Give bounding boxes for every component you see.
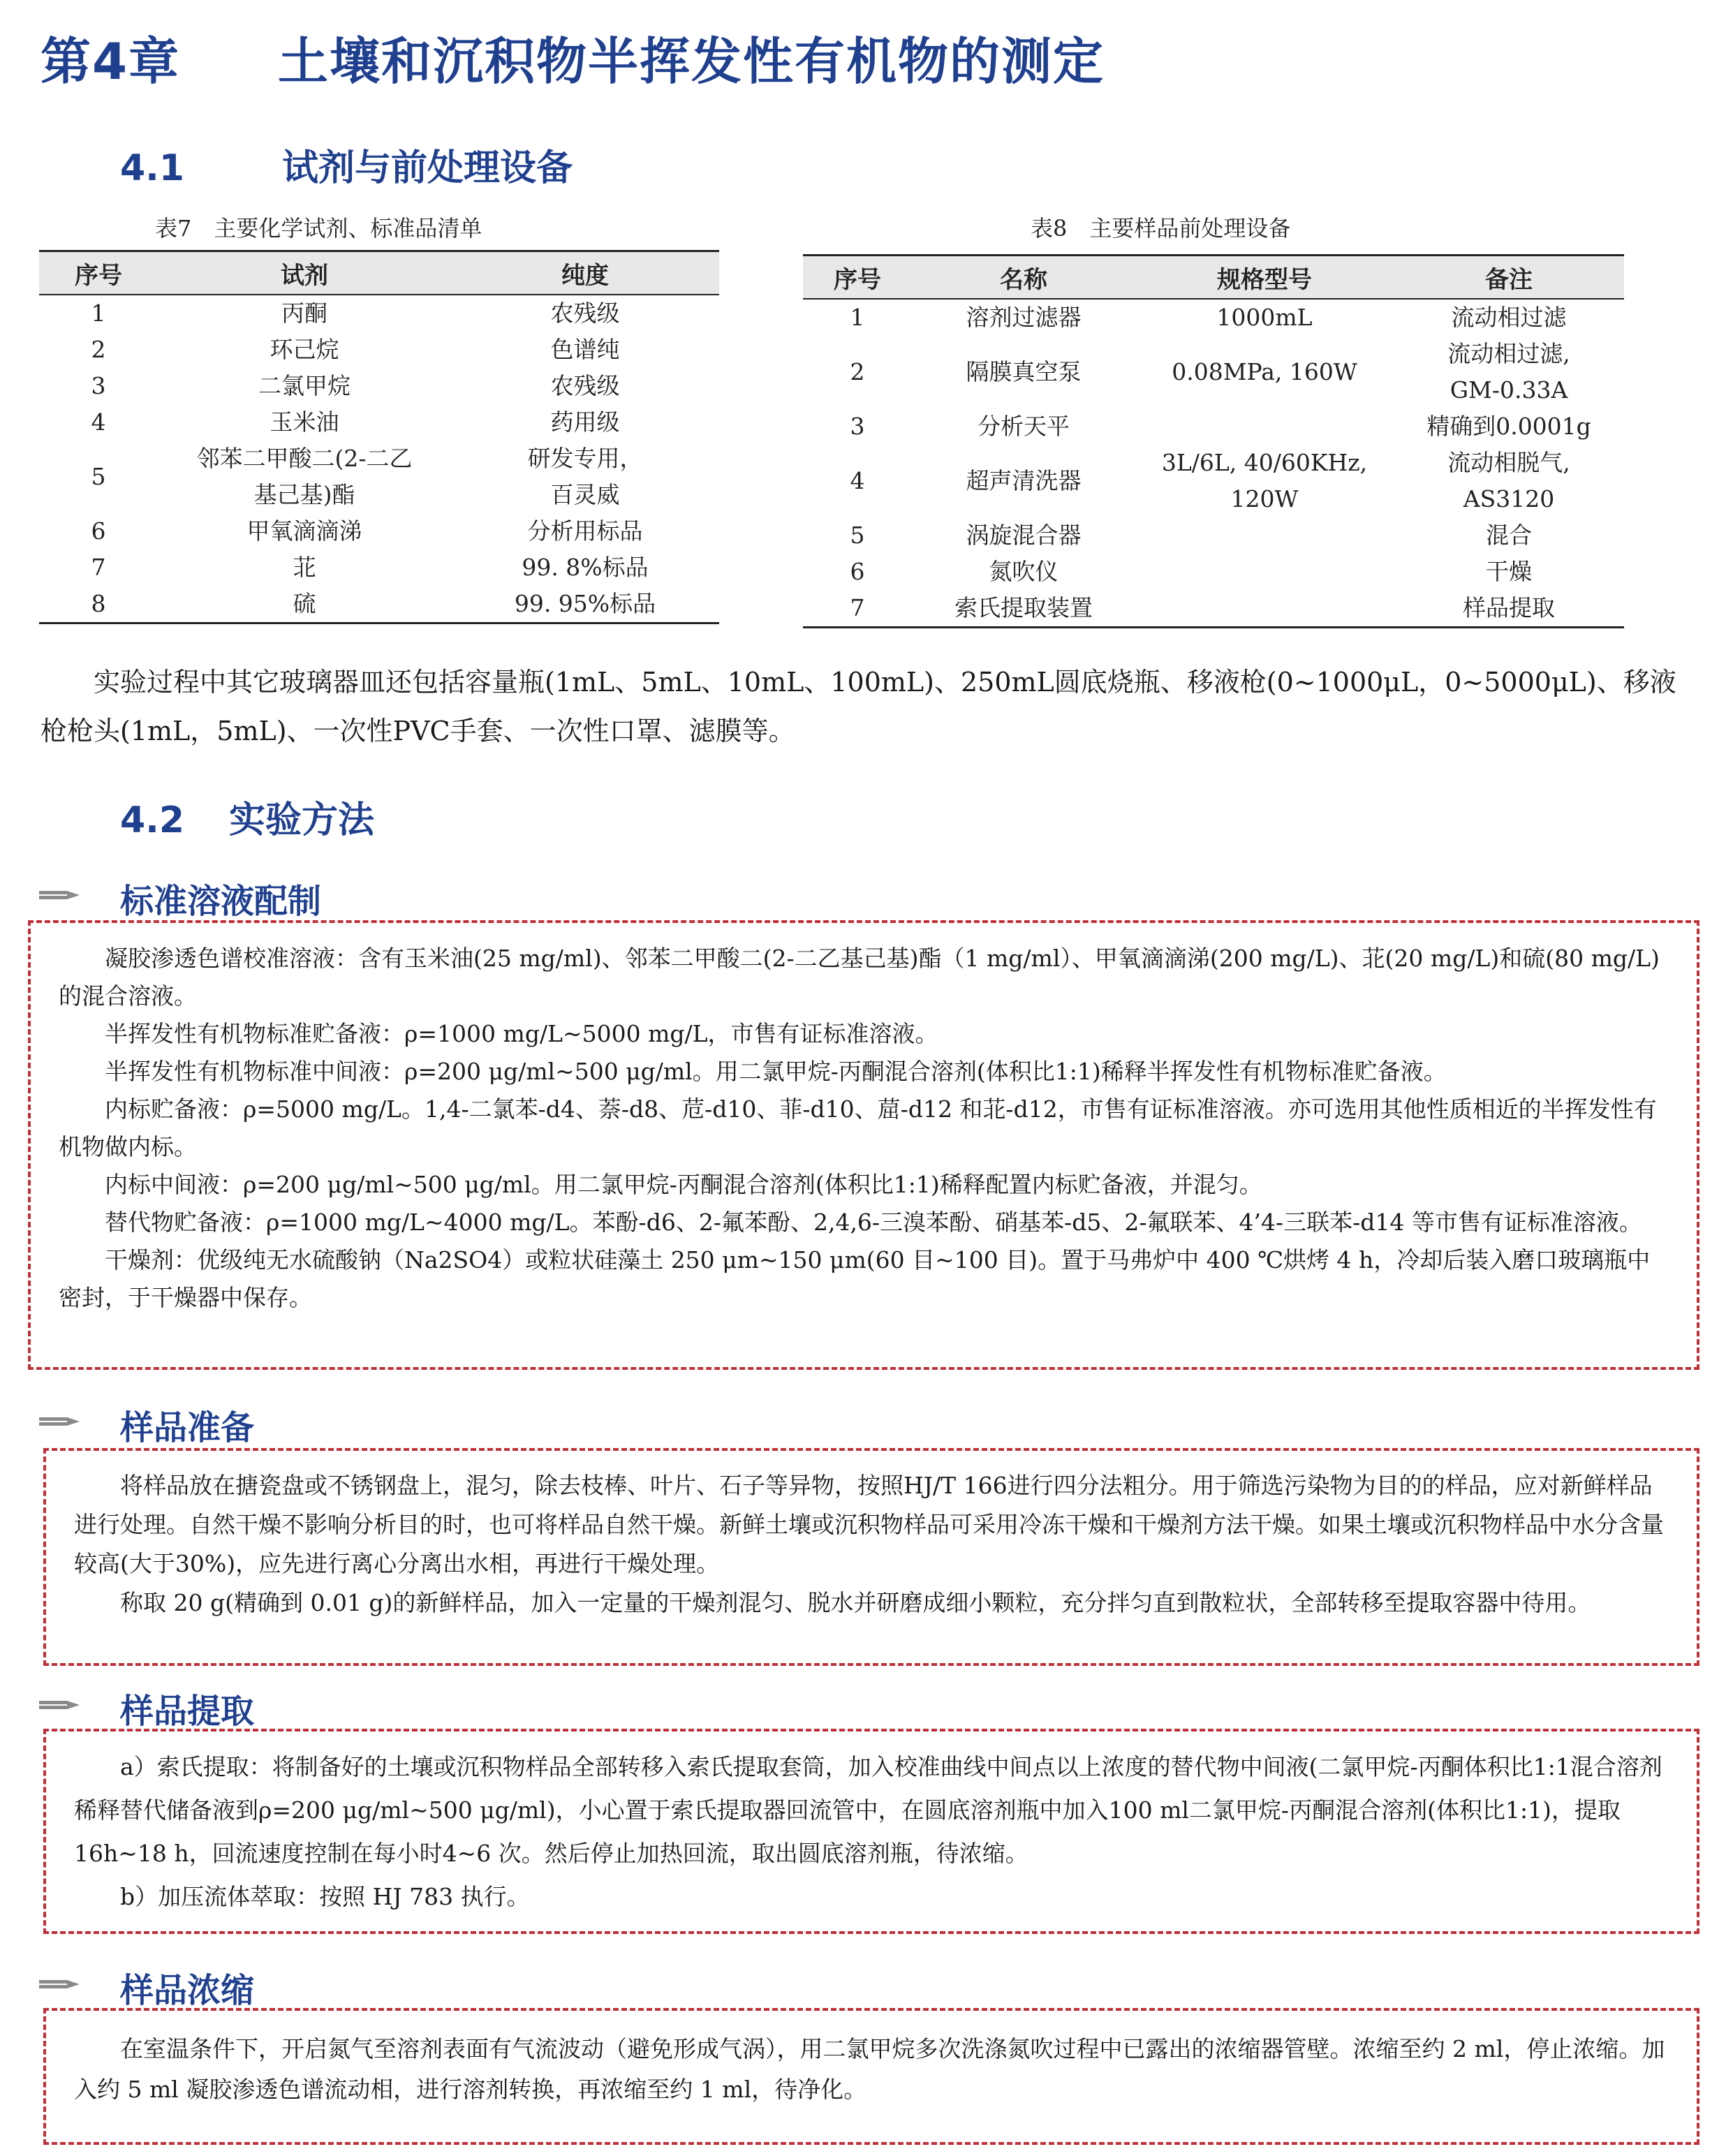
table-row (803, 445, 1624, 517)
subsection-heading: 样品准备 (120, 1408, 255, 1447)
paragraph: 内标贮备液：ρ=5000 mg/L。1,4-二氯苯-d4、萘-d8、苊-d10、菲-d10、䓛-d12 和苝-d12，市售有证标准溶液。亦可选用其他性质相近的半挥发性有机物做内标。 (59, 1095, 1657, 1160)
section-title: 实验方法 (229, 799, 375, 841)
table-cell: 硫 (158, 586, 451, 623)
column-header: 序号 (39, 251, 158, 295)
table8-caption: 表8 主要样品前处理设备 (1031, 215, 1291, 242)
table-row (39, 295, 719, 332)
section-number: 4.1 (120, 147, 185, 189)
chapter-title: 土壤和沉积物半挥发性有机物的测定 (278, 32, 1105, 91)
paragraph: b）加压流体萃取：按照 HJ 783 执行。 (120, 1883, 530, 1910)
table-cell: 玉米油 (270, 408, 339, 436)
table-cell: 99. 8%标品 (522, 554, 649, 581)
table-cell (1135, 554, 1394, 590)
table-cell: 1 (850, 304, 865, 331)
paragraph: 内标中间液：ρ=200 μg/ml~500 μg/ml。用二氯甲烷-丙酮混合溶剂(体积比1:1)稀释配置内标贮备液，并混匀。 (105, 1171, 1262, 1198)
table-row (39, 513, 719, 549)
paragraph: 在室温条件下，开启氮气至溶剂表面有气流波动（避免形成气涡），用二氯甲烷多次洗涤氮吹过程中已露出的浓缩器管壁。浓缩至约 2 ml，停止浓缩。加入约 5 ml 凝胶渗透色谱流动相，进行溶剂转换，再浓缩至约 1 ml，待净化。 (74, 2035, 1665, 2103)
subsection-heading: 样品提取 (120, 1692, 255, 1731)
table-row (803, 408, 1624, 445)
chapter-number: 第4章 (40, 32, 181, 91)
table-cell (1135, 590, 1394, 628)
table-cell: 甲氧滴滴涕 (246, 517, 362, 545)
table-cell (1135, 408, 1394, 445)
arrow-bullet-icon (39, 1415, 80, 1428)
table-cell: 丙酮 (281, 300, 327, 327)
table-cell: 5 (91, 463, 106, 490)
table-row (39, 332, 719, 368)
table-cell: 氮吹仪 (989, 558, 1059, 585)
table-row (39, 586, 719, 623)
table-row (803, 554, 1624, 590)
column-header: 试剂 (158, 251, 451, 295)
paragraph: 半挥发性有机物标准贮备液：ρ=1000 mg/L~5000 mg/L，市售有证标准溶液。 (105, 1020, 938, 1047)
table-cell: 1 (91, 300, 106, 327)
reagent-table (39, 250, 719, 624)
table-row (803, 517, 1624, 554)
table-cell: 2 (91, 336, 106, 363)
table-row (39, 404, 719, 441)
extract-box (43, 1729, 1699, 1934)
table-cell: 2 (850, 358, 865, 385)
table-cell: 7 (91, 554, 106, 581)
table-cell: 4 (850, 467, 865, 494)
table-cell: 99. 95%标品 (451, 586, 719, 623)
standards-box (28, 920, 1699, 1370)
table-row (803, 299, 1624, 336)
table-cell (1135, 517, 1394, 554)
prep-box (43, 1448, 1699, 1666)
table-cell: 0.08MPa, 160W (1172, 358, 1357, 385)
table-cell: 超声清洗器 (966, 467, 1082, 494)
table-cell: 农残级 (550, 300, 620, 327)
table-row (39, 441, 719, 513)
subsection-heading: 标准溶液配制 (120, 882, 322, 921)
table-cell: 3 (91, 372, 106, 399)
paragraph: 将样品放在搪瓷盘或不锈钢盘上，混匀，除去枝棒、叶片、石子等异物，按照HJ/T 166进行四分法粗分。用于筛选污染物为目的的样品，应对新鲜样品进行处理。自然干燥不影响分析目的时，也可将样品自然干燥。新鲜土壤或沉积物样品可采用冷冻干燥和干燥剂方法干燥。如果土壤或沉积物样品中水分含量较高(大于30%)，应先进行离心分离出水相，再进行干燥处理。 (74, 1472, 1664, 1577)
column-header: 备注 (1394, 256, 1624, 300)
table-cell: 6 (91, 517, 106, 545)
paragraph: 替代物贮备液：ρ=1000 mg/L~4000 mg/L。苯酚-d6、2-氟苯酚、2,4,6-三溴苯酚、硝基苯-d5、2-氟联苯、4’4-三联苯-d14 等市售有证标准溶液。 (105, 1209, 1642, 1236)
table-cell: 1000mL (1216, 304, 1313, 331)
subsection-heading: 样品浓缩 (120, 1971, 255, 2010)
table-cell: 流动相过滤 (1451, 304, 1567, 331)
table-cell: 分析天平 (978, 413, 1070, 440)
paragraph: 半挥发性有机物标准中间液：ρ=200 μg/ml~500 μg/ml。用二氯甲烷-丙酮混合溶剂(体积比1:1)稀释半挥发性有机物标准贮备液。 (105, 1058, 1447, 1085)
table-cell: 研发专用， 百灵威 (527, 445, 643, 508)
table-cell: 7 (803, 590, 912, 628)
column-header: 规格型号 (1135, 256, 1394, 300)
table-cell: 环己烷 (270, 336, 339, 363)
equipment-table (803, 254, 1624, 628)
table-row (39, 368, 719, 404)
paragraph: 凝胶渗透色谱校准溶液：含有玉米油(25 mg/ml)、邻苯二甲酸二(2-二乙基己基)酯（1 mg/ml）、甲氧滴滴涕(200 mg/L)、苝(20 mg/L)和硫(80 mg/L)的混合溶液。 (59, 945, 1660, 1010)
table7-caption: 表7 主要化学试剂、标准品清单 (155, 215, 482, 242)
table-cell: 溶剂过滤器 (966, 304, 1082, 331)
glassware-note: 实验过程中其它玻璃器皿还包括容量瓶(1mL、5mL、10mL、100mL)、250mL圆底烧瓶、移液枪(0~1000μL，0~5000μL)、移液枪枪头(1mL，5mL)、一次性PVC手套、一次性口罩、滤膜等。 (40, 667, 1676, 746)
section-number: 4.2 (120, 799, 185, 841)
table-row (803, 336, 1624, 408)
table-cell: 3 (850, 413, 865, 440)
table-cell: 药用级 (550, 408, 620, 436)
table-cell: 二氯甲烷 (258, 372, 351, 399)
paragraph: 称取 20 g(精确到 0.01 g)的新鲜样品，加入一定量的干燥剂混匀、脱水并研磨成细小颗粒，充分拌匀直到散粒状，全部转移至提取容器中待用。 (120, 1589, 1591, 1616)
arrow-bullet-icon (39, 888, 80, 902)
chapter-heading (40, 21, 1105, 94)
table-cell: 3L/6L, 40/60KHz, 120W (1161, 449, 1368, 512)
table-cell: 4 (91, 408, 106, 436)
table-row (39, 549, 719, 586)
table-cell: 索氏提取装置 (912, 590, 1135, 628)
concentrate-box (43, 2008, 1699, 2145)
table-cell: 8 (39, 586, 158, 623)
section-heading-4-2 (120, 790, 374, 843)
table-cell: 分析用标品 (527, 517, 643, 545)
table-cell: 干燥 (1486, 558, 1532, 585)
paragraph: 干燥剂：优级纯无水硫酸钠（Na2SO4）或粒状硅藻土 250 μm~150 μm(60 目~100 目)。置于马弗炉中 400 ℃烘烤 4 h，冷却后装入磨口玻璃瓶中密封，于干燥器中保存。 (59, 1246, 1651, 1311)
table-row (803, 590, 1624, 628)
section-title: 试剂与前处理设备 (282, 147, 573, 189)
table-cell: 色谱纯 (550, 336, 620, 363)
column-header: 纯度 (451, 251, 719, 295)
arrow-bullet-icon (39, 1977, 80, 1991)
table-cell: 流动相脱气, AS3120 (1447, 449, 1570, 512)
table-cell: 邻苯二甲酸二(2-二乙 基己基)酯 (196, 445, 413, 508)
table-cell: 混合 (1486, 522, 1532, 549)
arrow-bullet-icon (39, 1698, 80, 1712)
table-cell: 流动相过滤, GM-0.33A (1447, 340, 1570, 404)
table-cell: 隔膜真空泵 (966, 358, 1082, 385)
column-header: 序号 (803, 256, 912, 300)
section-heading-4-1 (120, 138, 573, 191)
table-cell: 5 (850, 522, 865, 549)
table-cell: 精确到0.0001g (1426, 413, 1591, 440)
table-cell: 苝 (293, 554, 316, 581)
column-header: 名称 (912, 256, 1135, 300)
table-cell: 6 (850, 558, 865, 585)
table-cell: 涡旋混合器 (966, 522, 1082, 549)
paragraph: a）索氏提取：将制备好的土壤或沉积物样品全部转移入索氏提取套筒，加入校准曲线中间点以上浓度的替代物中间液(二氯甲烷-丙酮体积比1:1混合溶剂稀释替代储备液到ρ=200 μg/ml~500 μg/ml)，小心置于索氏提取器回流管中，在圆底溶剂瓶中加入100 ml二氯甲烷-丙酮混合溶剂(体积比1:1)，提取16h~18 h，回流速度控制在每小时4~6 次。然后停止加热回流，取出圆底溶剂瓶，待浓缩。 (74, 1753, 1662, 1867)
table-cell: 农残级 (550, 372, 620, 399)
table-cell: 样品提取 (1394, 590, 1624, 628)
